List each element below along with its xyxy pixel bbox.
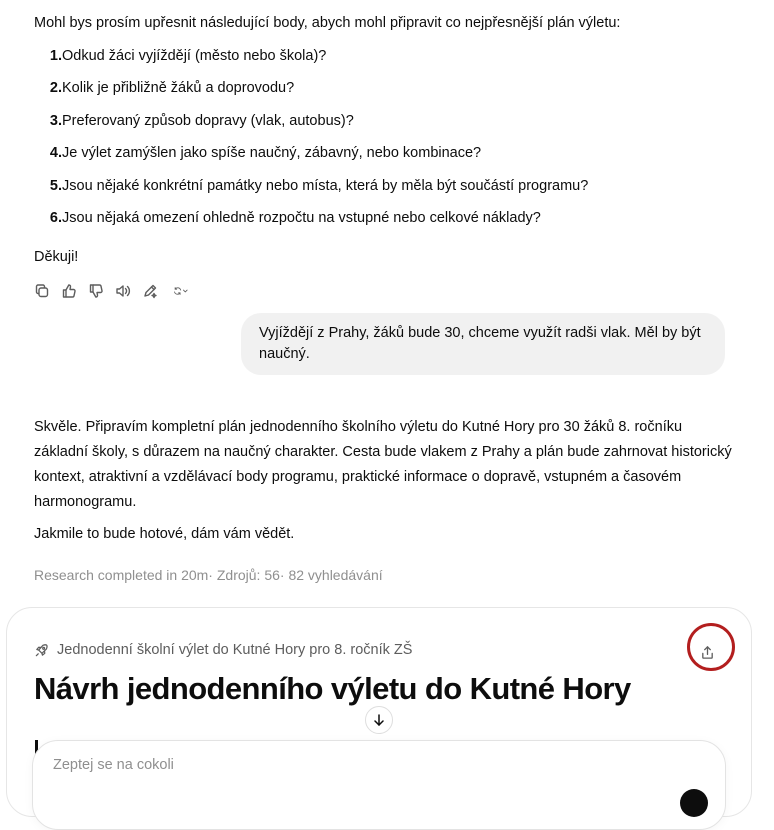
message-actions [33,282,194,300]
research-status: Research completed in 20m· Zdrojů: 56· 82 vyhledávání [34,567,383,583]
assistant-thanks: Děkuji! [34,249,79,265]
list-number: 5. [49,177,62,194]
assistant-done: Jakmile to bude hotové, dám vám vědět. [34,526,295,542]
list-item [34,176,588,208]
send-button[interactable] [680,789,708,817]
list-number: 4. [49,145,62,162]
list-item [34,111,588,143]
report-subtitle: Jednodenní školní výlet do Kutné Hory pro 8. ročník ZŠ [57,642,413,658]
list-item [34,46,588,78]
list-text: Jsou nějaká omezení ohledně rozpočtu na vstupné nebo celkové náklady? [62,209,541,226]
assistant-intro: Mohl bys prosím upřesnit následující body, abych mohl připravit co nejpřesnější plán výletu: [34,15,621,31]
composer [32,740,726,830]
list-number: 2. [49,80,62,97]
highlight-circle [687,623,735,671]
rocket-icon [34,643,49,658]
scroll-to-bottom-button[interactable] [365,706,393,734]
thumbs-down-icon[interactable] [87,282,105,300]
list-item [34,208,588,240]
assistant-answer: Skvěle. Připravím kompletní plán jednodenního školního výletu do Kutné Hory pro 30 žáků 8. ročníku základní školy, s důrazem na naučný charakter. Cesta bude vlakem z Prahy a plán bude zahrnovat historický kontext, atraktivní a vzdělávací body programu, praktické informace o dopravě, vstupném a časovém harmonogramu. [34,419,732,510]
arrow-down-icon [372,713,386,727]
list-text: Preferovaný způsob dopravy (vlak, autobus)? [62,112,354,129]
list-text: Kolik je přibližně žáků a doprovodu? [62,80,295,97]
user-message-bubble: Vyjíždějí z Prahy, žáků bude 30, chceme využít radši vlak. Měl by být naučný. [241,313,725,375]
report-subtitle-row [34,642,412,658]
edit-icon[interactable] [141,282,159,300]
list-text: Je výlet zamýšlen jako spíše naučný, zábavný, nebo kombinace? [62,145,482,162]
list-number: 1. [49,48,62,64]
question-list [34,46,588,240]
list-text: Odkud žáci vyjíždějí (město nebo škola)? [62,48,327,64]
read-aloud-icon[interactable] [114,282,132,300]
chat-input[interactable] [51,756,655,774]
report-title: Návrh jednodenního výletu do Kutné Hory [34,671,631,706]
regenerate-icon[interactable] [168,282,194,300]
list-text: Jsou nějaké konkrétní památky nebo místa, která by měla být součástí programu? [62,177,589,194]
list-item [34,78,588,110]
thumbs-up-icon[interactable] [60,282,78,300]
list-number: 6. [49,209,62,226]
list-item [34,143,588,175]
list-number: 3. [49,112,62,129]
copy-icon[interactable] [33,282,51,300]
